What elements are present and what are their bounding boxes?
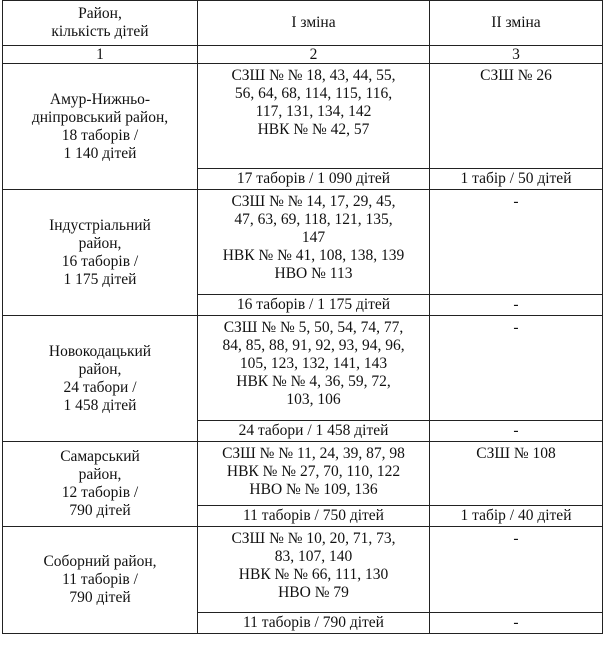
text-line: 18 таборів / [61, 126, 139, 144]
text-line: 790 дітей [69, 502, 131, 519]
text-line: 147 [301, 229, 326, 246]
district-row [3, 316, 603, 421]
district-row [3, 442, 603, 506]
text-line: 1 458 дітей [63, 396, 137, 414]
shift1-schools-cell [198, 527, 430, 613]
shift2-schools-cell: - [430, 316, 603, 421]
text-line: СЗШ № № 10, 20, 71, 73, [231, 530, 396, 547]
shift1-total-cell: 17 таборів / 1 090 дітей [198, 169, 430, 190]
header-row [3, 1, 603, 46]
text-line: СЗШ № № 14, 17, 29, 45, [231, 193, 396, 210]
shift1-schools-cell [198, 442, 430, 506]
text-line: СЗШ № № 18, 43, 44, 55, [231, 67, 396, 84]
district-cell [3, 527, 198, 634]
shift2-schools-cell: СЗШ № 26 [430, 64, 603, 169]
shift2-schools-cell: - [430, 190, 603, 295]
column-number-row [3, 46, 603, 64]
text-line: 105, 123, 132, 141, 143 [239, 355, 388, 372]
shift1-schools-cell [198, 64, 430, 169]
text-line: Соборний район, [43, 553, 157, 570]
shift1-total-cell: 11 таборів / 790 дітей [198, 613, 430, 634]
shift1-total-cell: 24 табори / 1 458 дітей [198, 421, 430, 442]
header-shift2: II зміна [430, 1, 603, 46]
text-line: НВК № № 4, 36, 59, 72, [236, 373, 391, 390]
shift1-schools-cell [198, 316, 430, 421]
text-line: Новокодацький [48, 342, 152, 360]
text-line: дніпровський район, [31, 108, 169, 126]
text-line: СЗШ № № 5, 50, 54, 74, 77, [223, 319, 404, 336]
text-line: НВК № № 41, 108, 138, 139 [222, 247, 405, 264]
text-line: 1 175 дітей [63, 270, 137, 288]
shift2-total-cell: - [430, 421, 603, 442]
text-line: 790 дітей [69, 589, 131, 606]
shift2-total-cell: - [430, 613, 603, 634]
text-line: 84, 85, 88, 91, 92, 93, 94, 96, [222, 337, 405, 354]
header-district-line: кількість дітей [51, 23, 149, 40]
text-line: 56, 64, 68, 114, 115, 116, [234, 85, 393, 102]
district-cell [3, 190, 198, 316]
text-line: Самарський [60, 448, 140, 465]
district-cell [3, 316, 198, 442]
text-line: 47, 63, 69, 118, 121, 135, [234, 211, 393, 228]
text-line: Амур-Нижньо- [49, 90, 151, 108]
shift1-total-cell: 11 таборів / 750 дітей [198, 506, 430, 527]
header-district [3, 1, 198, 46]
text-line: 117, 131, 134, 142 [255, 103, 372, 120]
district-row [3, 64, 603, 169]
district-cell [3, 442, 198, 527]
shift2-schools-cell: СЗШ № 108 [430, 442, 603, 506]
district-row [3, 527, 603, 613]
shift2-schools-cell: - [430, 527, 603, 613]
text-line: НВО № 113 [274, 265, 353, 282]
text-line: СЗШ № № 11, 24, 39, 87, 98 [222, 445, 405, 462]
district-row [3, 190, 603, 295]
column-number: 3 [430, 46, 603, 64]
shift1-schools-cell [198, 190, 430, 295]
text-line: 1 140 дітей [63, 144, 137, 162]
shift2-total-cell: 1 табір / 40 дітей [430, 506, 603, 527]
text-line: район, [78, 360, 122, 378]
text-line: НВО № 79 [278, 584, 349, 601]
district-cell [3, 64, 198, 190]
text-line: НВК № № 66, 111, 130 [238, 566, 389, 583]
header-shift1: I зміна [198, 1, 430, 46]
text-line: 24 табори / [63, 378, 137, 396]
text-line: район, [78, 234, 122, 252]
header-district-line: Район, [78, 5, 122, 22]
text-line: Індустріальний [49, 216, 151, 234]
text-line: район, [78, 466, 122, 483]
text-line: 83, 107, 140 [274, 548, 353, 565]
shift1-total-cell: 16 таборів / 1 175 дітей [198, 295, 430, 316]
text-line: НВК № № 42, 57 [257, 121, 370, 138]
column-number: 2 [198, 46, 430, 64]
text-line: 11 таборів / [62, 571, 138, 588]
text-line: НВК № № 27, 70, 110, 122 [226, 463, 401, 480]
text-line: 16 таборів / [61, 252, 139, 270]
camps-table [2, 0, 603, 634]
shift2-total-cell: - [430, 295, 603, 316]
text-line: НВО № № 109, 136 [249, 481, 378, 498]
text-line: 12 таборів / [61, 484, 139, 501]
column-number: 1 [3, 46, 198, 64]
text-line: 103, 106 [286, 391, 341, 408]
shift2-total-cell: 1 табір / 50 дітей [430, 169, 603, 190]
